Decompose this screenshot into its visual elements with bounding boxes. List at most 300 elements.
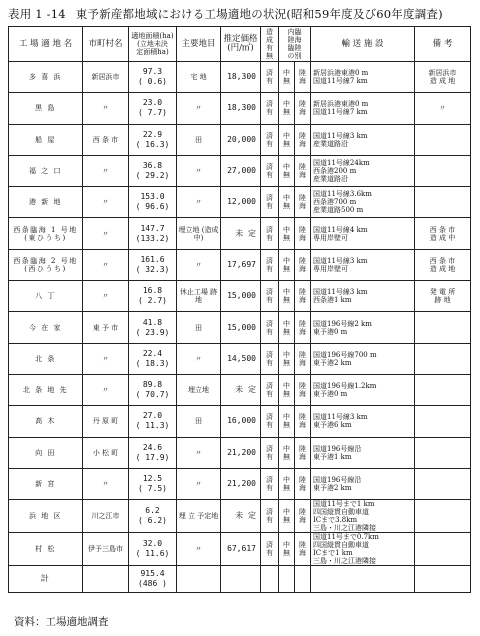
zoning-status [261, 533, 279, 566]
city-text: 丹 原 町 [92, 417, 119, 426]
remarks [415, 437, 471, 468]
transport-item: 三島・川之江港隣接 [313, 524, 376, 533]
flag-none: 無 [283, 77, 290, 86]
remarks [415, 500, 471, 533]
estimated-price [221, 406, 261, 437]
site-area [129, 312, 177, 343]
transport-item: 国道11号線 [313, 159, 350, 168]
area-total: 12.5 [142, 474, 163, 483]
site-name-text: 西条臨海 1 号地 (東ひうち) [13, 225, 78, 242]
transport-list [311, 226, 414, 242]
transport-distance: 3 km [349, 288, 368, 297]
estimated-price [221, 500, 261, 533]
area-undecided: ( 18.3) [135, 358, 170, 368]
site-flag [279, 312, 295, 343]
estimated-price [221, 218, 261, 249]
zoning-status [261, 312, 279, 343]
transport-item: 産業道路沿 [313, 139, 348, 148]
table-row [9, 218, 471, 249]
transport-list [311, 351, 414, 367]
transport-distance: 500 m [341, 206, 364, 215]
remarks [415, 406, 471, 437]
estimated-price [221, 281, 261, 312]
site-name-text: 福 之 口 [29, 167, 62, 176]
zoning-status [261, 93, 279, 124]
main-land-use [177, 343, 221, 374]
transport-line [313, 140, 351, 148]
main-land-use [177, 155, 221, 186]
area-total: 89.8 [142, 380, 163, 390]
site-name-text: 向 田 [35, 448, 56, 457]
transport-line [313, 226, 370, 234]
price-text: 17,697 [227, 259, 256, 269]
site-name [9, 187, 83, 218]
transport-list [311, 445, 414, 461]
table-row [9, 468, 471, 499]
land-sea [295, 124, 311, 155]
area-total: 153.0 [140, 192, 165, 202]
total-empty-flag [279, 566, 295, 593]
transport-distance: 0 m [355, 69, 369, 78]
transport-item: 産業道路沿 [313, 175, 348, 184]
area-total: 147.7 [140, 223, 165, 233]
total-area-undecided: (486 ) [138, 579, 167, 589]
city-text: 東 予 市 [92, 323, 119, 332]
transport-line [313, 445, 364, 453]
main-land-use [177, 468, 221, 499]
table-row [9, 406, 471, 437]
zoning-status [261, 406, 279, 437]
remarks [415, 343, 471, 374]
price-text: 21,200 [227, 479, 256, 488]
transport-item: 国道196号線 [313, 350, 355, 359]
transport-line [313, 524, 379, 532]
site-area [129, 155, 177, 186]
remarks [415, 281, 471, 312]
zoning-yes: 有 [266, 264, 273, 273]
city-name [83, 312, 129, 343]
header-name: 工 場 適 地 名 [9, 27, 83, 62]
transport-distance: 3 km [349, 413, 368, 422]
transport-line [313, 328, 350, 336]
zoning-status [261, 374, 279, 405]
transport-distance: 24km [349, 159, 370, 168]
flag-none: 無 [283, 327, 290, 336]
site-area [129, 500, 177, 533]
site-area [129, 533, 177, 566]
transport-distance: 2 km [334, 484, 352, 492]
transport-facilities [311, 374, 415, 405]
transport-facilities [311, 187, 415, 218]
price-text: 16,000 [227, 416, 256, 426]
land-use-text: 田 [195, 323, 202, 332]
transport-item: 三島・川之江港隣接 [313, 557, 376, 566]
header-area-line2: (立地未決 [137, 40, 168, 48]
site-flag [279, 437, 295, 468]
main-land-use [177, 218, 221, 249]
table-row [9, 93, 471, 124]
zoning-done: 済 [266, 508, 273, 517]
city-text: 〃 [102, 229, 109, 238]
site-area [129, 249, 177, 280]
site-name-text: 多 喜 浜 [29, 73, 62, 82]
flag-none: 無 [283, 108, 290, 117]
site-name [9, 312, 83, 343]
total-area [129, 566, 177, 593]
site-flag [279, 93, 295, 124]
loc-land: 陸 [299, 194, 306, 203]
estimated-price [221, 155, 261, 186]
transport-item: 国道196号線沿 [313, 476, 362, 484]
header-remarks: 備 考 [415, 27, 471, 62]
zoning-yes: 有 [266, 452, 273, 461]
site-flag [279, 124, 295, 155]
main-land-use [177, 500, 221, 533]
zoning-yes: 有 [266, 516, 273, 525]
area-undecided: ( 23.9) [135, 327, 170, 337]
land-use-text: 埋 立 予定地 [178, 512, 219, 521]
land-sea [295, 343, 311, 374]
area-undecided: ( 11.3) [135, 421, 170, 431]
flag-none: 無 [283, 233, 290, 242]
area-undecided: ( 32.3) [135, 264, 170, 274]
estimated-price [221, 187, 261, 218]
transport-line [313, 167, 359, 175]
transport-item: 東予港 [313, 421, 334, 430]
transport-facilities [311, 124, 415, 155]
area-undecided: ( 17.9) [135, 452, 170, 462]
zoning-done: 済 [266, 541, 273, 550]
land-sea [295, 374, 311, 405]
flag-mid: 中 [283, 382, 290, 391]
city-name [83, 155, 129, 186]
site-name [9, 406, 83, 437]
transport-distance: 4 km [349, 225, 368, 234]
zoning-status [261, 62, 279, 93]
land-sea [295, 437, 311, 468]
table-row [9, 62, 471, 93]
transport-list [311, 190, 414, 214]
land-use-text: 宅 地 [190, 73, 207, 82]
transport-distance: 7 km [349, 77, 368, 86]
remarks [415, 124, 471, 155]
site-name-text: 黒 島 [35, 104, 56, 113]
header-location [279, 27, 311, 62]
site-flag [279, 500, 295, 533]
main-land-use [177, 124, 221, 155]
transport-item: 国道11号線 [313, 108, 350, 117]
transport-list [311, 500, 414, 532]
zoning-yes: 有 [266, 108, 273, 117]
remarks [415, 249, 471, 280]
area-undecided: ( 6.2) [138, 516, 167, 526]
header-use: 主要地目 [177, 27, 221, 62]
transport-distance: 3.8km [335, 516, 358, 525]
transport-line [313, 421, 355, 429]
transport-list [311, 159, 414, 183]
transport-item: 東予港 [313, 452, 334, 461]
site-name-text: 北 条 地 先 [22, 386, 69, 395]
zoning-done: 済 [266, 256, 273, 265]
transport-distance: 2 km [334, 358, 352, 367]
area-total: 6.2 [145, 506, 160, 516]
transport-distance: 6 km [334, 421, 352, 430]
transport-list [311, 533, 414, 565]
hz3: 無 [266, 52, 273, 60]
remarks [415, 187, 471, 218]
main-land-use [177, 93, 221, 124]
area-total: 97.3 [142, 67, 163, 77]
land-use-text: 〃 [195, 104, 202, 113]
transport-facilities [311, 343, 415, 374]
flag-none: 無 [283, 358, 290, 367]
transport-facilities [311, 249, 415, 280]
land-sea [295, 93, 311, 124]
city-text: 〃 [102, 292, 109, 301]
main-land-use [177, 249, 221, 280]
site-area [129, 406, 177, 437]
price-text: 15,000 [227, 322, 256, 332]
city-name [83, 187, 129, 218]
zoning-done: 済 [266, 131, 273, 140]
table-number: 表用 1 -14 [8, 7, 66, 21]
source-note: 資料：工場適地調査 [14, 616, 109, 628]
transport-item: 東予港 [313, 484, 334, 492]
site-name [9, 155, 83, 186]
site-area [129, 374, 177, 405]
loc-sea: 海 [299, 358, 306, 367]
main-land-use [177, 374, 221, 405]
price-text: 21,200 [227, 447, 256, 457]
flag-none: 無 [283, 516, 290, 525]
main-land-use [177, 533, 221, 566]
header-row [9, 27, 471, 62]
city-text: 伊予三島市 [88, 545, 123, 554]
loc-land: 陸 [299, 225, 306, 234]
remark-line1: 新居浜市 [428, 69, 457, 78]
flag-mid: 中 [283, 100, 290, 109]
land-use-text: 〃 [195, 448, 202, 457]
estimated-price [221, 62, 261, 93]
site-area [129, 281, 177, 312]
city-text: 小 松 町 [92, 448, 119, 457]
transport-distance: 0.7km [356, 533, 379, 542]
flag-none: 無 [283, 421, 290, 430]
zoning-done: 済 [266, 444, 273, 453]
table-row [9, 343, 471, 374]
zoning-status [261, 500, 279, 533]
land-sea [295, 468, 311, 499]
area-total: 24.6 [142, 442, 163, 452]
table-row [9, 500, 471, 533]
zoning-done: 済 [266, 288, 273, 297]
header-price [221, 27, 261, 62]
header-price-line2: (円/㎡) [227, 43, 254, 53]
total-empty-transport [311, 566, 415, 593]
transport-item: 国道11号線 [313, 77, 350, 86]
remarks [415, 62, 471, 93]
flag-none: 無 [283, 264, 290, 273]
price-text: 18,300 [227, 103, 256, 113]
header-city: 市町村名 [83, 27, 129, 62]
land-use-text: 休止工場 跡 地 [179, 288, 218, 305]
flag-none: 無 [283, 484, 290, 492]
zoning-yes: 有 [266, 77, 273, 86]
transport-line [313, 159, 373, 167]
flag-none: 無 [283, 452, 290, 461]
site-name-text: 八 丁 [35, 292, 56, 301]
transport-distance: 3 km [349, 256, 368, 265]
main-land-use [177, 406, 221, 437]
city-text: 〃 [102, 167, 109, 176]
transport-item: 新居浜港東港 [313, 69, 355, 78]
transport-facilities [311, 500, 415, 533]
zoning-status [261, 249, 279, 280]
site-name [9, 62, 83, 93]
land-sea [295, 62, 311, 93]
remark-line2: 造 成 中 [429, 233, 456, 242]
remarks [415, 468, 471, 499]
transport-distance: 3 km [349, 131, 368, 140]
zoning-done: 済 [266, 319, 273, 328]
table-row [9, 249, 471, 280]
zoning-status [261, 187, 279, 218]
site-flag [279, 218, 295, 249]
header-area-line3: 定面積ha) [136, 48, 169, 56]
site-area [129, 437, 177, 468]
transport-item: 国道11号線 [313, 225, 350, 234]
zoning-status [261, 155, 279, 186]
main-land-use [177, 62, 221, 93]
transport-line [313, 351, 380, 359]
land-use-text: 田 [195, 417, 202, 426]
zoning-yes: 有 [266, 390, 273, 399]
transport-line [313, 296, 355, 304]
land-sea [295, 249, 311, 280]
transport-distance: 1 km [334, 452, 352, 461]
city-text: 〃 [102, 354, 109, 363]
site-name-text: 港 新 地 [29, 198, 62, 207]
transport-item: 国道11号線 [313, 288, 350, 297]
remarks [415, 374, 471, 405]
land-use-text: 〃 [195, 545, 202, 554]
site-name-text: 船 屋 [35, 135, 56, 144]
loc-sea: 海 [299, 296, 306, 305]
zoning-yes: 有 [266, 549, 273, 558]
main-land-use [177, 312, 221, 343]
remark-line1: 〃 [439, 104, 446, 113]
hz2: 有 [266, 44, 273, 52]
loc-sea: 海 [299, 233, 306, 242]
remarks [415, 155, 471, 186]
transport-item: 国道11号線 [313, 256, 350, 265]
price-text: 12,000 [227, 197, 256, 207]
transport-distance: 1 km [356, 500, 375, 509]
loc-land: 陸 [299, 382, 306, 391]
site-name [9, 468, 83, 499]
transport-line [313, 257, 370, 265]
land-use-text: 〃 [195, 354, 202, 363]
main-land-use [177, 281, 221, 312]
land-use-text: 〃 [195, 167, 202, 176]
remarks [415, 93, 471, 124]
flag-none: 無 [283, 139, 290, 148]
site-name [9, 374, 83, 405]
transport-item: 東予港 [313, 327, 334, 336]
transport-line [313, 132, 370, 140]
area-undecided: ( 7.5) [138, 484, 167, 493]
transport-item: 新居浜港東港 [313, 100, 355, 109]
transport-list [311, 413, 414, 429]
price-text: 未 定 [235, 511, 256, 521]
flag-mid: 中 [283, 225, 290, 234]
header-zoning [261, 27, 279, 62]
loc-sea: 海 [299, 452, 306, 461]
land-use-text: 田 [195, 135, 202, 144]
price-text: 20,000 [227, 134, 256, 144]
transport-item: 産業道路 [313, 206, 341, 215]
transport-list [311, 288, 414, 304]
loc-land: 陸 [299, 288, 306, 297]
transport-line [313, 500, 377, 508]
city-name [83, 93, 129, 124]
site-name [9, 500, 83, 533]
hz1: 成 [266, 36, 273, 44]
area-total: 41.8 [142, 317, 163, 327]
area-undecided: ( 7.7) [138, 108, 167, 118]
transport-line [313, 484, 355, 492]
total-empty-use [177, 566, 221, 593]
loc-land: 陸 [299, 476, 306, 484]
city-name [83, 374, 129, 405]
land-use-text: 埋立地 (造成中) [178, 225, 219, 242]
transport-item: 国道196号線 [313, 382, 355, 391]
city-name [83, 468, 129, 499]
zoning-yes: 有 [266, 233, 273, 242]
site-name [9, 281, 83, 312]
loc-sea: 海 [299, 108, 306, 117]
table-row [9, 281, 471, 312]
flag-mid: 中 [283, 413, 290, 422]
site-flag [279, 187, 295, 218]
zoning-status [261, 218, 279, 249]
transport-line [313, 508, 372, 516]
flag-none: 無 [283, 549, 290, 558]
site-flag [279, 468, 295, 499]
transport-facilities [311, 533, 415, 566]
city-name [83, 343, 129, 374]
transport-facilities [311, 468, 415, 499]
site-flag [279, 374, 295, 405]
area-total: 23.0 [142, 98, 163, 108]
site-name-text: 高 木 [35, 417, 56, 426]
transport-facilities [311, 437, 415, 468]
transport-item: 国道11号線 [313, 190, 350, 199]
site-name [9, 218, 83, 249]
land-sea [295, 500, 311, 533]
total-area-value: 915.4 [140, 569, 165, 579]
main-land-use [177, 187, 221, 218]
site-area [129, 62, 177, 93]
loc-land: 陸 [299, 541, 306, 550]
table-row [9, 374, 471, 405]
site-name-text: 村 松 [35, 545, 56, 554]
city-name [83, 533, 129, 566]
zoning-yes: 有 [266, 327, 273, 336]
total-empty-price [221, 566, 261, 593]
transport-facilities [311, 93, 415, 124]
table-row [9, 187, 471, 218]
